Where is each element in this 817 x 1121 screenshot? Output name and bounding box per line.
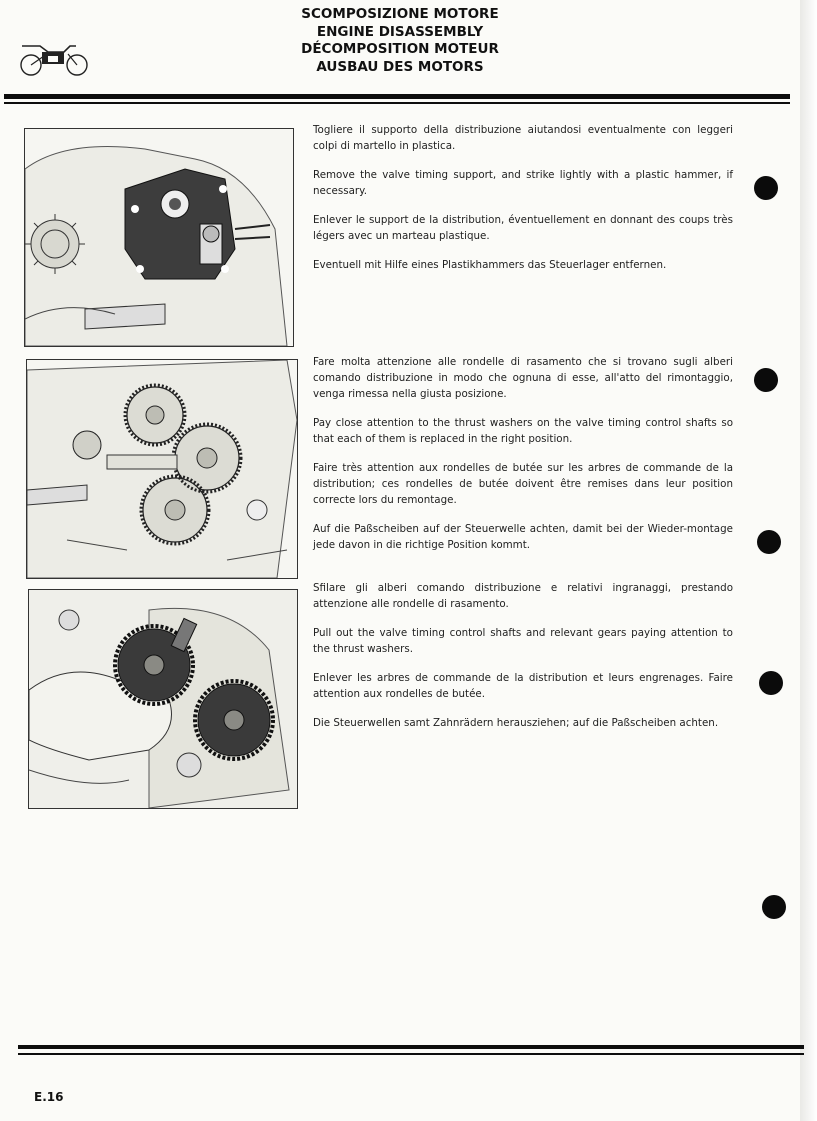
page-header <box>250 6 550 76</box>
header-title-english: ENGINE DISASSEMBLY <box>316 23 484 40</box>
header-rule-thin <box>4 102 790 104</box>
step-3-text <box>313 580 733 731</box>
binder-hole <box>757 530 781 554</box>
figure-thrust-washers <box>26 359 298 579</box>
binder-hole <box>762 895 786 919</box>
page-number: E.16 <box>34 1090 64 1104</box>
step-3-french: Enlever les arbres de commande de la distribution et leurs engrenages. Faire attention aux rondelles de butée. <box>313 672 733 700</box>
step-2-french: Faire très attention aux rondelles de butée sur les arbres de commande de la distribution; ces rondelles de butée doivent être remises dans leur position correcte lors du remontage. <box>313 462 733 506</box>
step-2-german: Auf die Paßscheiben auf der Steuerwelle achten, damit bei der Wieder-montage jede davon in die richtige Position kommt. <box>313 523 733 551</box>
step-3-german: Die Steuerwellen samt Zahnrädern herausziehen; auf die Paßscheiben achten. <box>313 717 719 729</box>
header-rule-thick <box>4 94 790 99</box>
header-title-italian: SCOMPOSIZIONE MOTORE <box>301 6 499 22</box>
binder-hole <box>759 671 783 695</box>
binder-hole <box>754 368 778 392</box>
header-title-french: DÉCOMPOSITION MOTEUR <box>301 41 499 57</box>
step-3-italian: Sfilare gli alberi comando distribuzione e relativi ingranaggi, prestando attenzione alle rondelle di rasamento. <box>313 582 733 610</box>
step-3-english: Pull out the valve timing control shafts and relevant gears paying attention to the thrust washers. <box>313 627 733 655</box>
motorcycle-icon <box>18 38 90 78</box>
figure-valve-timing-support <box>24 128 294 347</box>
step-2-italian: Fare molta attenzione alle rondelle di rasamento che si trovano sugli alberi comando distribuzione in modo che ognuna di esse, all'atto del rimontaggio, venga rimessa nella giusta posizione. <box>313 356 733 400</box>
footer-rule-thick <box>18 1045 804 1049</box>
step-1-english: Remove the valve timing support, and strike lightly with a plastic hammer, if necessary. <box>313 169 733 197</box>
step-1-german: Eventuell mit Hilfe eines Plastikhammers das Steuerlager entfernen. <box>313 259 667 271</box>
header-title-german: AUSBAU DES MOTORS <box>316 58 484 75</box>
page-edge <box>800 0 817 1121</box>
step-2-english: Pay close attention to the thrust washers on the valve timing control shafts so that each of them is replaced in the right position. <box>313 417 733 445</box>
binder-hole <box>754 176 778 200</box>
step-1-french: Enlever le support de la distribution, éventuellement en donnant des coups très légers avec un marteau plastique. <box>313 214 733 242</box>
step-2-text <box>313 354 733 553</box>
figure-pull-out-shafts <box>28 589 298 809</box>
footer-rule-thin <box>18 1053 804 1055</box>
step-1-italian: Togliere il supporto della distribuzione aiutandosi eventualmente con leggeri colpi di martello in plastica. <box>313 124 733 152</box>
step-1-text <box>313 122 733 273</box>
